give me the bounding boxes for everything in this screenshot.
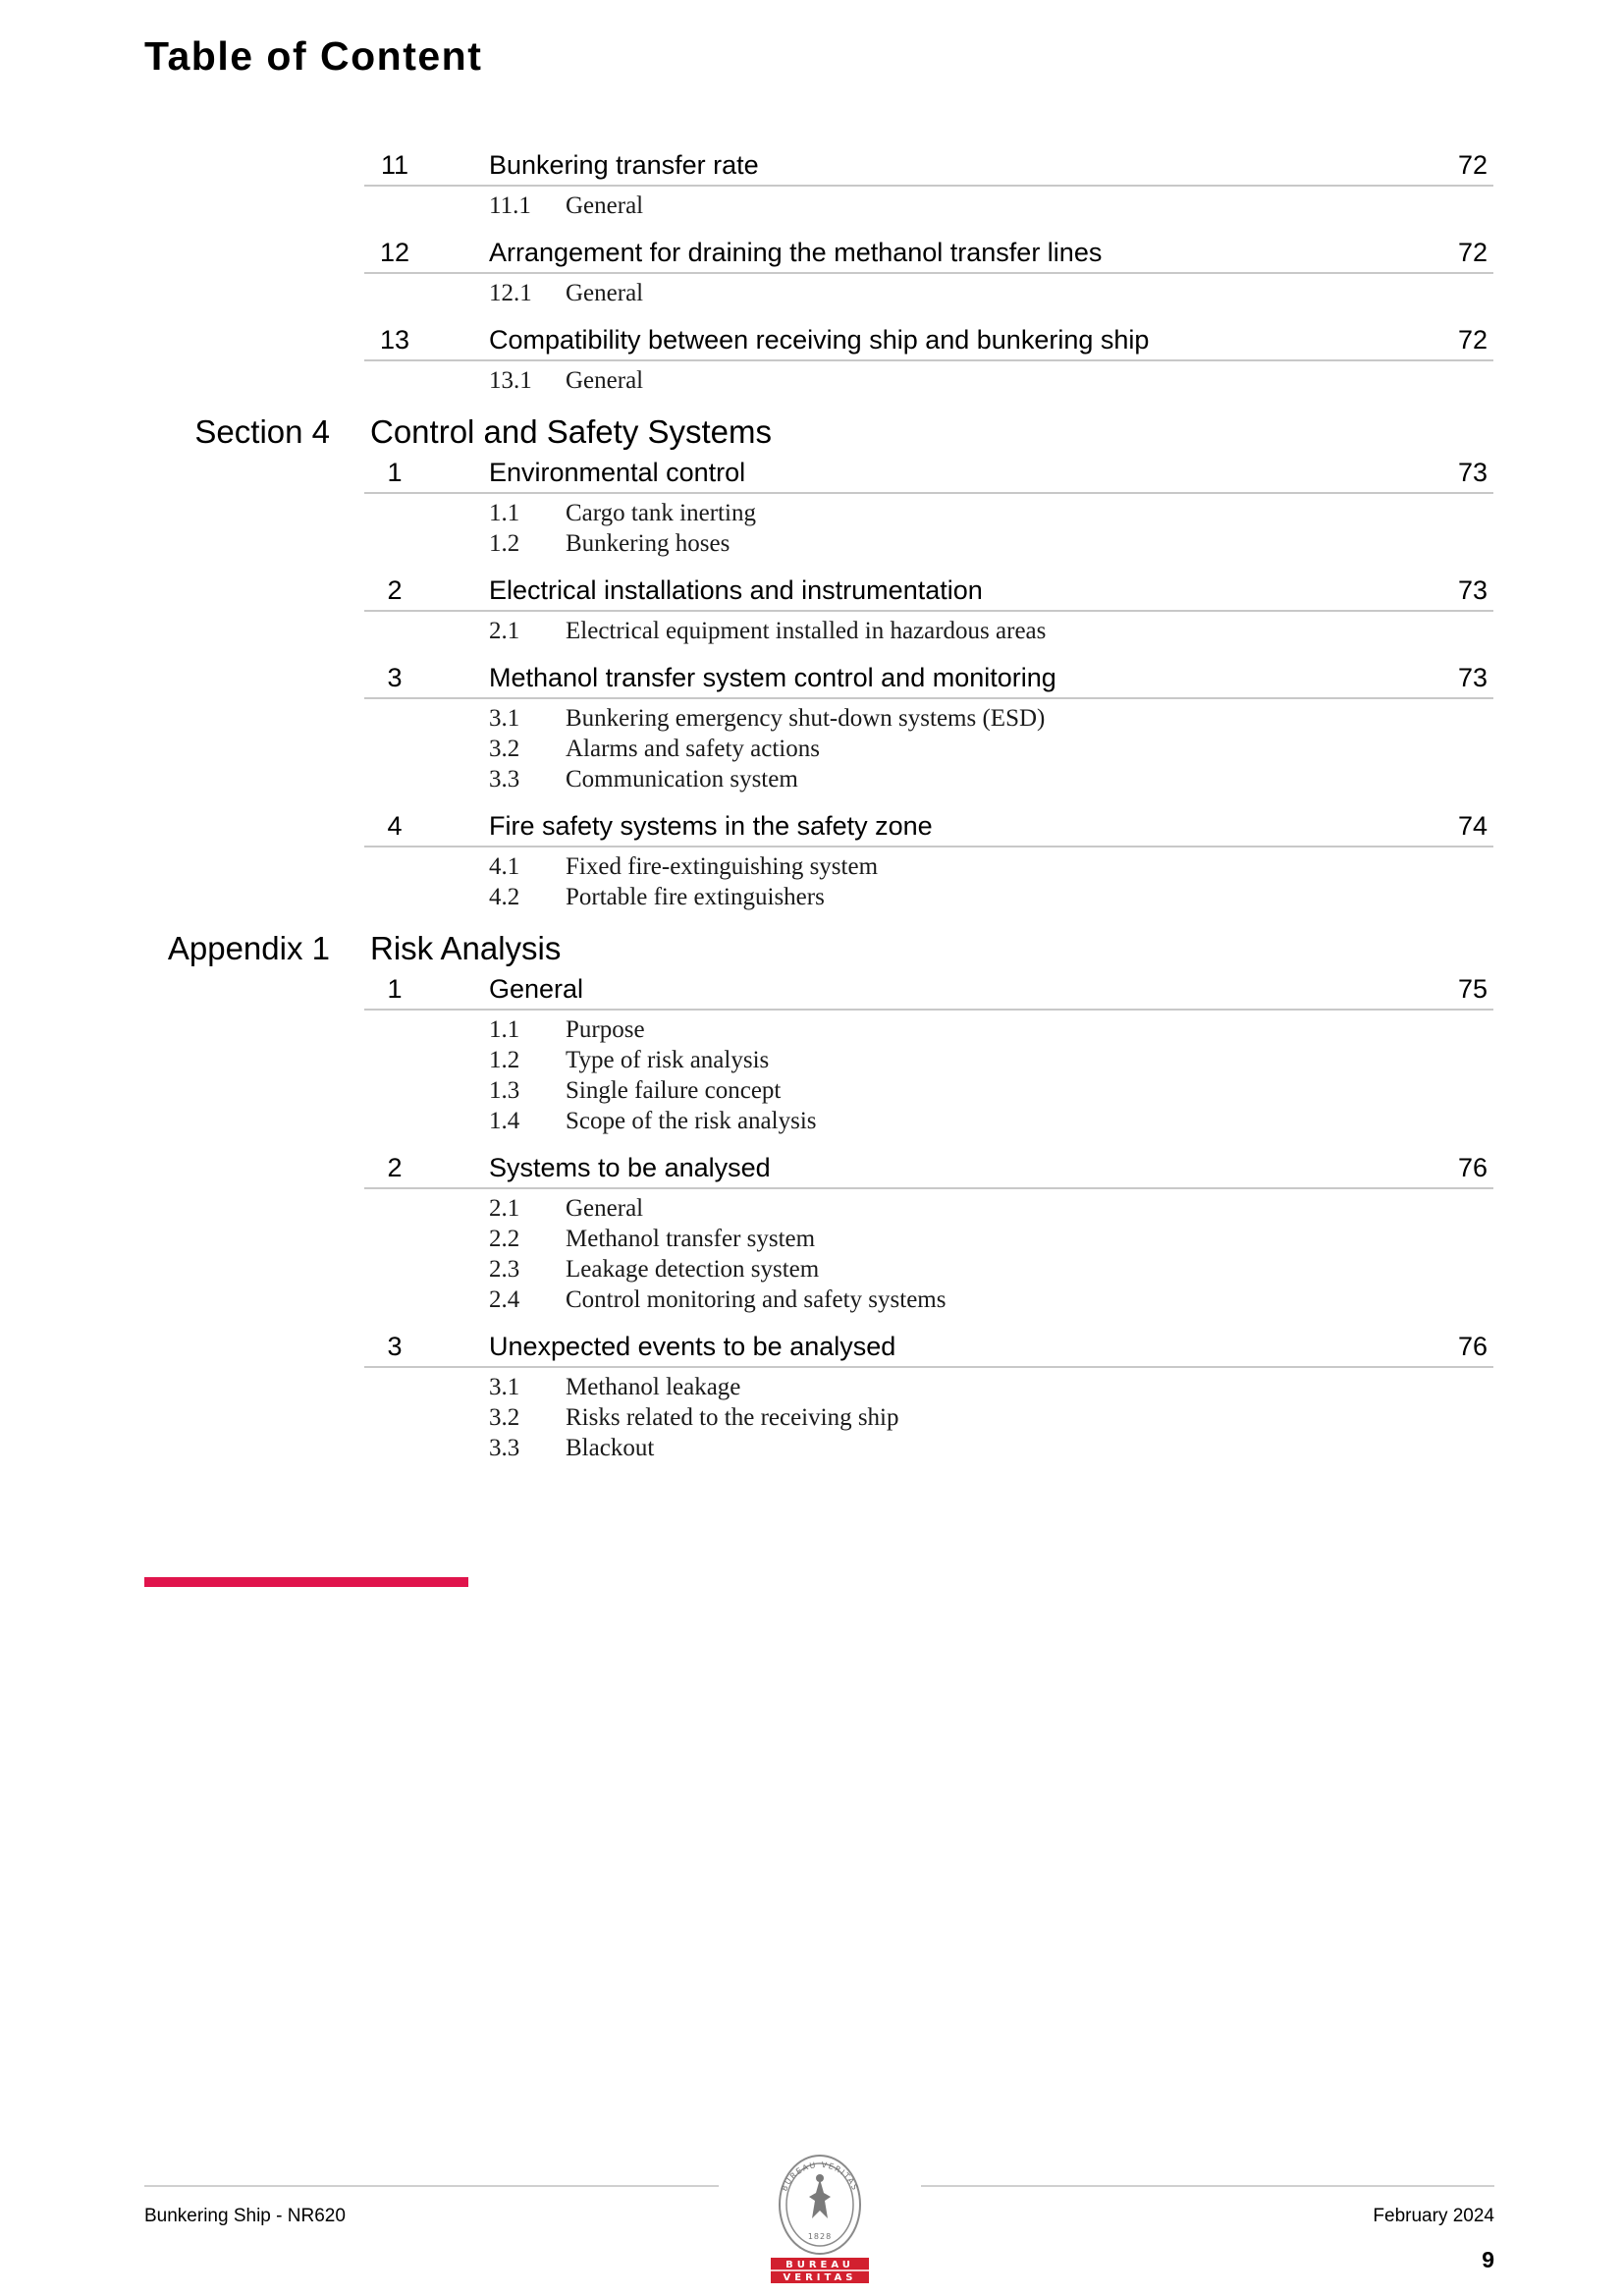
accent-bar (144, 1577, 468, 1587)
toc-subarticle-number: 13.1 (489, 367, 532, 394)
toc-subarticle-title: Bunkering hoses (566, 530, 730, 557)
toc-subarticle-title: Scope of the risk analysis (566, 1108, 817, 1134)
toc-article-number: 11 (380, 150, 409, 180)
toc-subarticle-title: General (566, 1195, 644, 1222)
toc-subarticle-title: Methanol leakage (566, 1374, 741, 1400)
toc-article[interactable] (364, 1148, 1493, 1189)
toc-section-title: Risk Analysis (370, 930, 562, 966)
toc-subarticle-number: 2.4 (489, 1286, 520, 1313)
logo-text-bureau: BUREAU (785, 2260, 854, 2270)
toc-subarticle-title: Alarms and safety actions (566, 736, 820, 762)
page-title: Table of Content (144, 33, 483, 79)
toc-subarticle-title: General (566, 367, 644, 394)
toc-subarticle-title: Type of risk analysis (566, 1047, 770, 1073)
toc-subarticle-title: Cargo tank inerting (566, 500, 756, 526)
footer-document-ref: Bunkering Ship - NR620 (144, 2206, 346, 2226)
toc-section-label: Appendix 1 (167, 930, 330, 966)
toc-article-title: Compatibility between receiving ship and bunkering ship (489, 325, 1150, 355)
toc-article-page: 74 (1457, 811, 1488, 841)
toc-article-title: Unexpected events to be analysed (489, 1332, 896, 1361)
toc-article-page: 75 (1457, 974, 1488, 1004)
toc-article[interactable] (364, 571, 1493, 612)
page-number: 9 (1482, 2247, 1494, 2272)
toc-subarticle-title: Bunkering emergency shut-down systems (ESD) (566, 705, 1046, 732)
toc-subarticle-title: Control monitoring and safety systems (566, 1286, 947, 1313)
toc-article-number: 4 (387, 811, 403, 841)
toc-article-title: Environmental control (489, 458, 746, 487)
logo-text-veritas: VERITAS (783, 2272, 857, 2283)
toc-article-page: 73 (1457, 458, 1488, 487)
footer-date: February 2024 (1373, 2206, 1494, 2226)
toc-subarticle-title: Electrical equipment installed in hazardous areas (566, 618, 1047, 644)
toc-article-number: 13 (379, 325, 410, 355)
toc-section-heading[interactable] (0, 408, 1623, 457)
toc-subarticle-number: 1.1 (489, 1016, 520, 1043)
toc-article-title: Fire safety systems in the safety zone (489, 811, 933, 841)
toc-subarticle-number: 2.3 (489, 1256, 520, 1283)
bureau-veritas-logo (768, 2154, 872, 2285)
toc-subarticle-title: General (566, 192, 644, 219)
toc-subarticle-title: Methanol transfer system (566, 1226, 816, 1252)
bureau-veritas-logo-icon (768, 2154, 872, 2285)
toc-article[interactable] (364, 453, 1493, 494)
toc-subarticle-title: Blackout (566, 1435, 655, 1461)
toc-article-number: 3 (387, 1332, 403, 1361)
toc-article[interactable] (364, 806, 1493, 847)
toc-article[interactable] (364, 1327, 1493, 1368)
toc-article-title: Bunkering transfer rate (489, 150, 759, 180)
toc-subarticle-number: 11.1 (489, 192, 531, 219)
toc-subarticle-number: 3.3 (489, 766, 520, 793)
footer-rule-right (921, 2185, 1494, 2187)
svg-text:BUREAU VERITAS: BUREAU VERITAS (780, 2159, 860, 2193)
toc-subarticle-number: 1.3 (489, 1077, 520, 1104)
toc-subarticle-number: 2.1 (489, 1195, 520, 1222)
toc-subarticle-number: 4.1 (489, 853, 520, 880)
toc-article-page: 76 (1457, 1153, 1488, 1182)
toc-article-number: 2 (387, 575, 403, 605)
toc-subarticle-title: Purpose (566, 1016, 645, 1043)
toc-subarticle-number: 3.2 (489, 736, 520, 762)
toc-subarticle-number: 2.1 (489, 618, 520, 644)
toc-article-page: 76 (1457, 1332, 1488, 1361)
toc-article-title: Systems to be analysed (489, 1153, 771, 1182)
toc-subarticle-title: Portable fire extinguishers (566, 884, 825, 910)
toc-article-page: 72 (1457, 238, 1488, 267)
toc-section-heading[interactable] (0, 924, 1623, 973)
toc-subarticle-number: 1.2 (489, 530, 520, 557)
toc-article-title: Methanol transfer system control and monitoring (489, 663, 1056, 692)
toc-article-page: 73 (1457, 663, 1488, 692)
toc-article[interactable] (364, 320, 1493, 361)
toc-article-page: 72 (1457, 325, 1488, 355)
toc-subarticle-number: 1.2 (489, 1047, 520, 1073)
toc-subarticle-number: 3.3 (489, 1435, 520, 1461)
toc-section-title: Control and Safety Systems (370, 413, 773, 450)
toc-subarticle-number: 1.4 (489, 1108, 520, 1134)
toc-article-number: 3 (387, 663, 403, 692)
logo-year: 1828 (807, 2232, 833, 2241)
toc-subarticle-number: 2.2 (489, 1226, 520, 1252)
toc-subarticle-number: 3.1 (489, 705, 520, 732)
toc-article-number: 12 (379, 238, 410, 267)
toc-article[interactable] (364, 969, 1493, 1011)
toc-subarticle-title: General (566, 280, 644, 306)
toc-subarticle-title: Single failure concept (566, 1077, 782, 1104)
toc-article-title: Electrical installations and instrumentation (489, 575, 983, 605)
toc-article-title: General (489, 974, 584, 1004)
toc-article[interactable] (364, 233, 1493, 274)
toc-subarticle-number: 3.1 (489, 1374, 520, 1400)
toc-subarticle-number: 12.1 (489, 280, 532, 306)
toc-section-label: Section 4 (194, 413, 330, 450)
toc-article-number: 2 (387, 1153, 403, 1182)
toc-subarticle-number: 1.1 (489, 500, 520, 526)
toc-article-title: Arrangement for draining the methanol transfer lines (489, 238, 1103, 267)
toc-subarticle-title: Leakage detection system (566, 1256, 820, 1283)
toc-article[interactable] (364, 658, 1493, 699)
footer-rule-left (144, 2185, 719, 2187)
toc-article[interactable] (364, 145, 1493, 187)
toc-subarticle-number: 3.2 (489, 1404, 520, 1431)
toc-subarticle-title: Risks related to the receiving ship (566, 1404, 899, 1431)
toc-article-page: 72 (1457, 150, 1488, 180)
toc-article-page: 73 (1457, 575, 1488, 605)
toc-subarticle-title: Fixed fire-extinguishing system (566, 853, 879, 880)
toc-subarticle-title: Communication system (566, 766, 798, 793)
toc-article-number: 1 (387, 458, 403, 487)
toc-article-number: 1 (387, 974, 403, 1004)
toc-subarticle-number: 4.2 (489, 884, 520, 910)
